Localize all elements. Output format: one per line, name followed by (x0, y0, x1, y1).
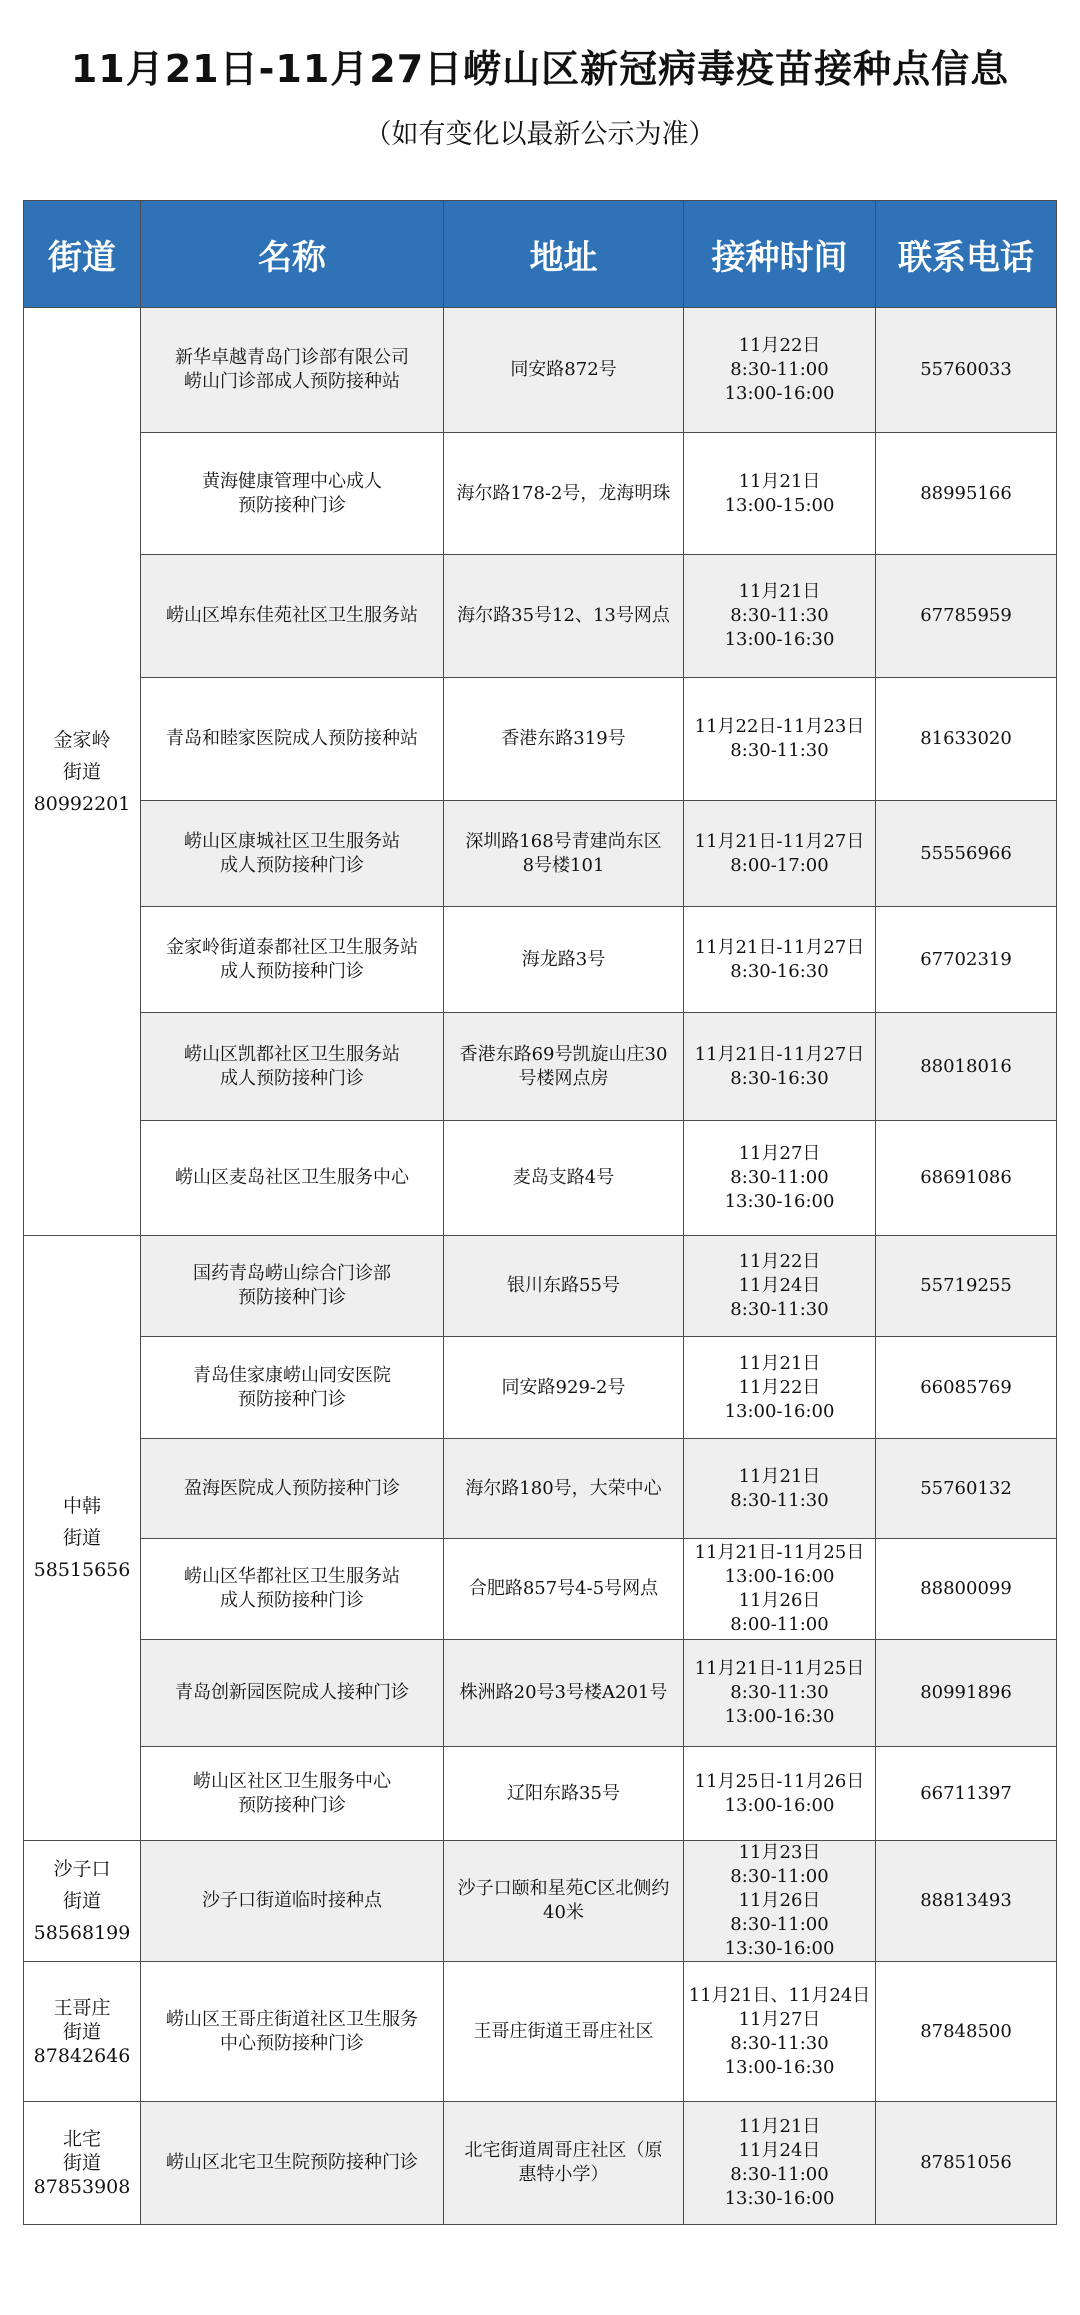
site-name-line: 预防接种门诊 (238, 494, 346, 516)
address-cell (444, 2102, 684, 2225)
site-name-line: 崂山区凯都社区卫生服务站 (184, 1043, 400, 1065)
street-label: 80992201 (33, 792, 131, 815)
header-time: 接种时间 (684, 201, 876, 308)
time-cell (684, 1962, 876, 2102)
table-row (24, 678, 1057, 801)
site-name-cell (141, 678, 444, 801)
time-line: 11月22日-11月23日 (694, 716, 865, 737)
table-row (24, 1747, 1057, 1841)
site-name-cell (141, 1439, 444, 1539)
street-label: 街道 (62, 2152, 101, 2174)
table-row (24, 1439, 1057, 1539)
header-street: 街道 (24, 201, 141, 308)
table-row (24, 1841, 1057, 1962)
time-line: 8:30-11:30 (730, 740, 829, 761)
street-cell (24, 1236, 141, 1841)
phone-cell: 81633020 (876, 678, 1057, 801)
time-line: 11月21日 (738, 2116, 821, 2137)
time-line: 8:30-11:30 (730, 605, 829, 626)
time-line: 11月22日 (738, 1251, 821, 1272)
address-cell (444, 801, 684, 907)
time-line: 13:30-16:00 (724, 1938, 835, 1959)
phone-cell: 88813493 (876, 1841, 1057, 1962)
street-label: 街道 (62, 760, 101, 783)
site-name-line: 沙子口街道临时接种点 (202, 1890, 382, 1911)
street-label: 王哥庄 (53, 1996, 111, 2019)
time-line: 11月24日 (738, 1275, 821, 1296)
time-line: 8:30-16:30 (730, 1067, 829, 1089)
site-name-line: 崂山区埠东佳苑社区卫生服务站 (166, 605, 418, 626)
time-line: 11月21日 (738, 581, 821, 602)
address-line: 8号楼101 (522, 854, 605, 876)
time-line: 11月26日 (738, 1890, 821, 1911)
site-name-line: 盈海医院成人预防接种门诊 (184, 1477, 400, 1499)
time-line: 8:30-11:00 (730, 1866, 829, 1887)
street-label: 北宅 (62, 2128, 101, 2150)
address-line: 株洲路20号3号楼A201号 (459, 1682, 668, 1703)
table-row (24, 1337, 1057, 1439)
table-row (24, 433, 1057, 555)
table-row (24, 308, 1057, 433)
address-cell (444, 1539, 684, 1640)
header-address: 地址 (444, 201, 684, 308)
site-name-line: 成人预防接种门诊 (220, 1067, 364, 1089)
phone-cell: 88800099 (876, 1539, 1057, 1640)
street-cell (24, 1962, 141, 2102)
site-name-cell (141, 433, 444, 555)
site-name-cell (141, 1640, 444, 1747)
address-line: 辽阳东路35号 (507, 1782, 620, 1804)
vaccination-sites-table (23, 200, 1057, 2225)
site-name-cell (141, 1747, 444, 1841)
address-cell (444, 907, 684, 1013)
table-row (24, 1013, 1057, 1121)
time-cell (684, 1236, 876, 1337)
time-line: 13:00-15:00 (724, 494, 835, 516)
phone-cell: 67785959 (876, 555, 1057, 678)
site-name-cell (141, 907, 444, 1013)
address-cell (444, 1013, 684, 1121)
time-line: 8:30-11:00 (730, 359, 829, 380)
street-cell (24, 1841, 141, 1962)
time-cell (684, 1013, 876, 1121)
time-line: 8:30-16:30 (730, 960, 829, 982)
site-name-cell (141, 1236, 444, 1337)
time-line: 8:30-11:00 (730, 2164, 829, 2185)
time-line: 8:30-11:30 (730, 1299, 829, 1320)
phone-cell: 67702319 (876, 907, 1057, 1013)
time-line: 13:00-16:00 (724, 383, 835, 404)
address-cell (444, 433, 684, 555)
table-row (24, 2102, 1057, 2225)
site-name-line: 中心预防接种门诊 (220, 2032, 364, 2054)
address-line: 海尔路180号，大荣中心 (465, 1477, 662, 1499)
street-label: 87842646 (33, 2044, 131, 2067)
site-name-cell (141, 1121, 444, 1236)
header-name: 名称 (141, 201, 444, 308)
time-line: 11月21日-11月27日 (694, 830, 865, 852)
phone-cell: 55760132 (876, 1439, 1057, 1539)
time-line: 11月26日 (738, 1590, 821, 1611)
phone-cell: 68691086 (876, 1121, 1057, 1236)
site-name-cell (141, 1841, 444, 1962)
address-cell (444, 1841, 684, 1962)
table-row (24, 801, 1057, 907)
address-cell (444, 1236, 684, 1337)
time-line: 13:30-16:00 (724, 1191, 835, 1212)
site-name-line: 预防接种门诊 (238, 1388, 346, 1410)
time-line: 13:00-16:00 (724, 1794, 835, 1816)
time-line: 11月21日-11月27日 (694, 1043, 865, 1065)
time-line: 11月21日-11月25日 (694, 1658, 865, 1679)
table-row (24, 1236, 1057, 1337)
page-title: 11月21日-11月27日崂山区新冠病毒疫苗接种点信息 (70, 47, 1010, 91)
address-cell (444, 1747, 684, 1841)
time-cell (684, 308, 876, 433)
address-cell (444, 308, 684, 433)
phone-cell: 88995166 (876, 433, 1057, 555)
table-row (24, 907, 1057, 1013)
street-label: 街道 (62, 1890, 101, 1912)
address-line: 号楼网点房 (518, 1067, 609, 1089)
table-row (24, 555, 1057, 678)
address-line: 沙子口颐和星苑C区北侧约 (457, 1878, 670, 1899)
site-name-cell (141, 801, 444, 907)
table-row (24, 1121, 1057, 1236)
site-name-line: 崂山区康城社区卫生服务站 (184, 830, 400, 852)
site-name-line: 青岛创新园医院成人接种门诊 (175, 1682, 409, 1703)
phone-cell: 87851056 (876, 2102, 1057, 2225)
time-cell (684, 1640, 876, 1747)
street-label: 中韩 (62, 1495, 101, 1517)
site-name-line: 成人预防接种门诊 (220, 1590, 364, 1611)
table-row (24, 1640, 1057, 1747)
time-line: 8:00-11:00 (730, 1614, 829, 1635)
time-line: 13:30-16:00 (724, 2188, 835, 2209)
time-line: 8:30-11:00 (730, 1914, 829, 1935)
time-line: 11月25日-11月26日 (694, 1770, 865, 1792)
address-line: 合肥路857号4-5号网点 (468, 1578, 659, 1599)
site-name-line: 青岛和睦家医院成人预防接种站 (166, 728, 418, 749)
site-name-cell (141, 555, 444, 678)
time-line: 13:00-16:30 (724, 1706, 835, 1727)
address-cell (444, 678, 684, 801)
site-name-line: 崂山区北宅卫生院预防接种门诊 (166, 2152, 418, 2173)
time-cell (684, 1747, 876, 1841)
time-line: 8:30-11:30 (730, 2032, 829, 2054)
time-line: 11月27日 (738, 2008, 821, 2030)
site-name-line: 国药青岛崂山综合门诊部 (193, 1263, 391, 1284)
address-cell (444, 1962, 684, 2102)
time-cell (684, 1539, 876, 1640)
site-name-cell (141, 2102, 444, 2225)
site-name-line: 预防接种门诊 (238, 1287, 346, 1308)
street-label: 58568199 (33, 1922, 131, 1944)
table-row (24, 1962, 1057, 2102)
address-line: 海尔路178-2号，龙海明珠 (456, 482, 671, 504)
street-cell (24, 308, 141, 1236)
address-line: 同安路929-2号 (501, 1376, 626, 1398)
time-cell (684, 433, 876, 555)
address-cell (444, 1121, 684, 1236)
address-line: 深圳路168号青建尚东区 (465, 830, 662, 852)
time-line: 11月23日 (738, 1842, 821, 1863)
phone-cell: 66085769 (876, 1337, 1057, 1439)
time-line: 11月21日 (738, 1352, 821, 1374)
phone-cell: 55556966 (876, 801, 1057, 907)
address-line: 王哥庄街道王哥庄社区 (473, 2020, 654, 2042)
time-cell (684, 1121, 876, 1236)
address-line: 麦岛支路4号 (512, 1167, 615, 1188)
site-name-line: 崂山区华都社区卫生服务站 (184, 1566, 400, 1587)
table-header-row (24, 201, 1057, 308)
phone-cell: 66711397 (876, 1747, 1057, 1841)
time-line: 8:00-17:00 (730, 854, 829, 876)
time-line: 11月22日 (738, 1376, 821, 1398)
phone-cell: 88018016 (876, 1013, 1057, 1121)
address-line: 香港东路319号 (501, 728, 626, 749)
phone-cell: 55760033 (876, 308, 1057, 433)
street-label: 58515656 (33, 1559, 131, 1581)
header-phone: 联系电话 (876, 201, 1057, 308)
site-name-line: 预防接种门诊 (238, 1794, 346, 1816)
address-line: 海尔路35号12、13号网点 (457, 605, 670, 626)
site-name-line: 青岛佳家康崂山同安医院 (193, 1364, 391, 1386)
street-label: 街道 (62, 2020, 101, 2043)
time-cell (684, 2102, 876, 2225)
street-label: 87853908 (33, 2176, 131, 2198)
page-subtitle: （如有变化以最新公示为准） (364, 119, 716, 150)
time-line: 13:00-16:00 (724, 1566, 835, 1587)
site-name-line: 崂山区社区卫生服务中心 (193, 1770, 391, 1792)
time-line: 11月24日 (738, 2140, 821, 2161)
time-line: 11月27日 (738, 1143, 821, 1164)
street-label: 街道 (62, 1527, 101, 1549)
site-name-line: 黄海健康管理中心成人 (202, 470, 382, 492)
site-name-cell (141, 1013, 444, 1121)
site-name-line: 成人预防接种门诊 (220, 854, 364, 876)
time-line: 11月21日 (738, 1465, 821, 1487)
time-cell (684, 801, 876, 907)
time-line: 13:00-16:30 (724, 629, 835, 650)
address-cell (444, 1439, 684, 1539)
time-line: 11月21日、11月24日 (688, 1984, 871, 2006)
time-line: 11月22日 (738, 335, 821, 356)
site-name-line: 成人预防接种门诊 (220, 960, 364, 982)
site-name-cell (141, 1962, 444, 2102)
time-line: 11月21日 (738, 470, 821, 492)
time-line: 8:30-11:00 (730, 1167, 829, 1188)
address-line: 海龙路3号 (521, 948, 606, 970)
site-name-cell (141, 1337, 444, 1439)
site-name-line: 新华卓越青岛门诊部有限公司 (175, 347, 409, 368)
phone-cell: 80991896 (876, 1640, 1057, 1747)
street-label: 金家岭 (53, 728, 111, 751)
time-line: 13:00-16:30 (724, 2056, 835, 2078)
address-line: 惠特小学） (518, 2164, 609, 2185)
phone-cell: 87848500 (876, 1962, 1057, 2102)
time-cell (684, 1439, 876, 1539)
table-body (24, 308, 1057, 2225)
site-name-line: 崂山区麦岛社区卫生服务中心 (175, 1167, 409, 1188)
table-row (24, 1539, 1057, 1640)
time-cell (684, 1337, 876, 1439)
street-cell (24, 2102, 141, 2225)
address-line: 40米 (543, 1902, 584, 1923)
time-cell (684, 555, 876, 678)
address-cell (444, 555, 684, 678)
time-cell (684, 678, 876, 801)
address-line: 同安路872号 (510, 359, 617, 380)
address-line: 银川东路55号 (507, 1275, 620, 1296)
site-name-cell (141, 1539, 444, 1640)
address-line: 北宅街道周哥庄社区（原 (464, 2140, 663, 2161)
site-name-cell (141, 308, 444, 433)
address-cell (444, 1337, 684, 1439)
time-line: 11月21日-11月27日 (694, 936, 865, 958)
phone-cell: 55719255 (876, 1236, 1057, 1337)
time-line: 8:30-11:30 (730, 1682, 829, 1703)
time-line: 8:30-11:30 (730, 1489, 829, 1511)
site-name-line: 崂山门诊部成人预防接种站 (184, 371, 400, 392)
time-cell (684, 1841, 876, 1962)
street-label: 沙子口 (53, 1858, 111, 1880)
address-cell (444, 1640, 684, 1747)
address-line: 香港东路69号凯旋山庄30 (459, 1043, 668, 1065)
site-name-line: 金家岭街道泰都社区卫生服务站 (166, 936, 418, 958)
time-cell (684, 907, 876, 1013)
time-line: 13:00-16:00 (724, 1400, 835, 1422)
time-line: 11月21日-11月25日 (694, 1542, 865, 1563)
site-name-line: 崂山区王哥庄街道社区卫生服务 (166, 2008, 418, 2030)
